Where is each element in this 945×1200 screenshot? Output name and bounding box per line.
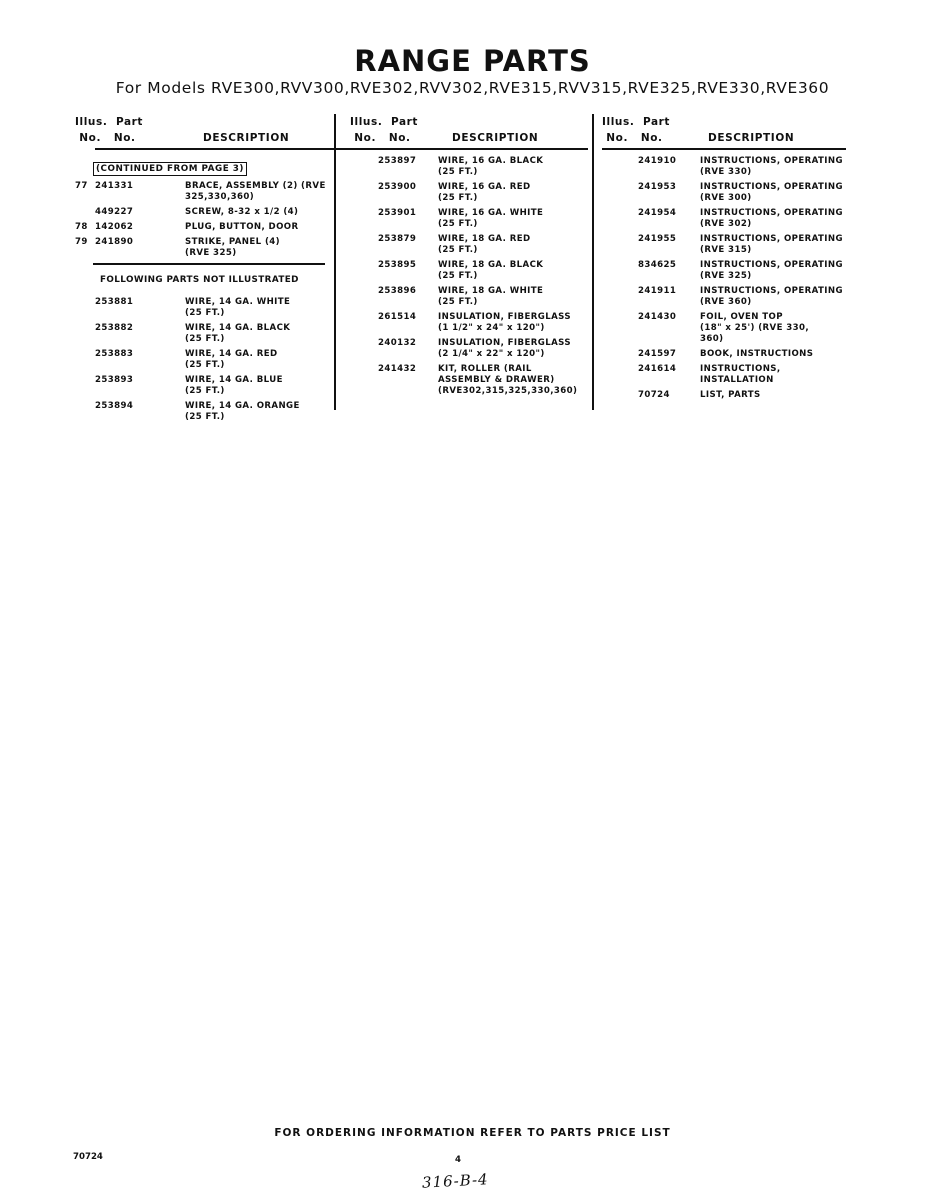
part-row xyxy=(75,222,340,233)
header-no-no: No. No. xyxy=(606,132,663,144)
part-number: 253879 xyxy=(378,234,417,244)
part-description: BOOK, INSTRUCTIONS xyxy=(700,349,814,359)
part-description: WIRE, 16 GA. RED (25 FT.) xyxy=(438,182,531,203)
part-number: 261514 xyxy=(378,312,417,322)
handwritten-note: 316-B-4 xyxy=(421,1170,490,1192)
header-illus-part: Illus. Part xyxy=(350,116,419,128)
part-row xyxy=(75,323,340,345)
part-number: 241955 xyxy=(638,234,677,244)
part-number: 241890 xyxy=(95,237,134,247)
header-rule xyxy=(95,148,350,150)
part-number: 253894 xyxy=(95,400,134,411)
part-row xyxy=(75,297,340,319)
part-row xyxy=(75,181,340,203)
part-description: WIRE, 14 GA. RED (25 FT.) xyxy=(185,348,278,370)
part-number: 241910 xyxy=(638,156,677,166)
part-description: FOIL, OVEN TOP (18" x 25') (RVE 330, 360) xyxy=(700,312,810,344)
document-number: 70724 xyxy=(73,1152,103,1162)
part-description: WIRE, 14 GA. ORANGE (25 FT.) xyxy=(185,400,300,422)
parts-column-3 xyxy=(602,114,862,405)
part-description: INSULATION, FIBERGLASS (2 1/4" x 22" x 120") xyxy=(438,338,571,359)
part-row xyxy=(350,338,594,360)
not-illustrated-heading: FOLLOWING PARTS NOT ILLUSTRATED xyxy=(100,274,299,285)
part-row xyxy=(350,364,594,397)
part-row xyxy=(602,312,862,345)
page-title: RANGE PARTS xyxy=(354,44,591,78)
part-number: 253881 xyxy=(95,296,134,307)
part-row xyxy=(75,375,340,397)
part-row xyxy=(350,312,594,334)
part-number: 241432 xyxy=(378,364,417,374)
part-number: 240132 xyxy=(378,338,417,348)
part-number: 241954 xyxy=(638,208,677,218)
part-row xyxy=(75,401,340,423)
part-number: 253900 xyxy=(378,182,417,192)
models-subtitle: For Models RVE300,RVV300,RVE302,RVV302,RVE315,RVV315,RVE325,RVE330,RVE360 xyxy=(115,79,830,97)
part-row xyxy=(350,286,594,308)
ordering-note: FOR ORDERING INFORMATION REFER TO PARTS PRICE LIST xyxy=(274,1127,671,1139)
section-rule xyxy=(93,263,325,265)
illus-number: 78 xyxy=(75,222,88,232)
illus-number: 79 xyxy=(75,237,88,247)
part-description: SCREW, 8-32 x 1/2 (4) xyxy=(185,207,299,217)
part-row xyxy=(602,260,862,282)
part-number: 70724 xyxy=(638,390,670,400)
part-number: 253896 xyxy=(378,286,417,296)
part-description: WIRE, 18 GA. BLACK (25 FT.) xyxy=(438,260,544,281)
part-row xyxy=(602,390,862,401)
part-row xyxy=(75,237,340,259)
column-header xyxy=(602,114,862,150)
parts-rows xyxy=(75,150,340,423)
part-number: 253895 xyxy=(378,260,417,270)
part-description: WIRE, 14 GA. BLUE (25 FT.) xyxy=(185,374,283,396)
header-rule xyxy=(350,148,588,150)
part-number: 241614 xyxy=(638,364,677,374)
part-number: 253882 xyxy=(95,322,134,333)
part-description: STRIKE, PANEL (4) (RVE 325) xyxy=(185,237,280,258)
part-description: KIT, ROLLER (RAIL ASSEMBLY & DRAWER) (RVE302,315,325,330,360) xyxy=(438,364,578,396)
part-row xyxy=(602,286,862,308)
part-row xyxy=(350,156,594,178)
part-description: LIST, PARTS xyxy=(700,390,761,400)
part-description: INSTRUCTIONS, OPERATING (RVE 302) xyxy=(700,208,843,229)
part-description: WIRE, 14 GA. BLACK (25 FT.) xyxy=(185,322,291,344)
part-number: 449227 xyxy=(95,207,134,217)
header-illus-part: Illus. Part xyxy=(75,116,144,128)
part-number: 241430 xyxy=(638,312,677,322)
part-row xyxy=(602,364,862,386)
part-row xyxy=(75,349,340,371)
part-row xyxy=(350,182,594,204)
part-row xyxy=(602,349,862,360)
part-number: 253897 xyxy=(378,156,417,166)
part-number: 241953 xyxy=(638,182,677,192)
header-description: DESCRIPTION xyxy=(203,132,290,144)
part-number: 253893 xyxy=(95,374,134,385)
part-row xyxy=(350,260,594,282)
part-description: INSTRUCTIONS, INSTALLATION xyxy=(700,364,781,385)
part-description: WIRE, 16 GA. BLACK (25 FT.) xyxy=(438,156,544,177)
part-row xyxy=(602,182,862,204)
part-number: 241597 xyxy=(638,349,677,359)
header-no-no: No. No. xyxy=(354,132,411,144)
part-row xyxy=(602,156,862,178)
column-divider xyxy=(334,114,336,410)
part-description: PLUG, BUTTON, DOOR xyxy=(185,222,299,232)
part-description: WIRE, 16 GA. WHITE (25 FT.) xyxy=(438,208,544,229)
column-divider xyxy=(592,114,594,410)
part-description: WIRE, 18 GA. WHITE (25 FT.) xyxy=(438,286,544,307)
header-description: DESCRIPTION xyxy=(708,132,795,144)
page-number: 4 xyxy=(455,1155,461,1165)
parts-rows xyxy=(602,150,862,401)
column-header xyxy=(350,114,594,150)
parts-column-1 xyxy=(75,114,340,427)
part-description: INSTRUCTIONS, OPERATING (RVE 330) xyxy=(700,156,843,177)
part-number: 253883 xyxy=(95,348,134,359)
part-description: WIRE, 18 GA. RED (25 FT.) xyxy=(438,234,531,255)
header-illus-part: Illus. Part xyxy=(602,116,671,128)
part-number: 241911 xyxy=(638,286,677,296)
part-number: 253901 xyxy=(378,208,417,218)
part-number: 241331 xyxy=(95,181,134,191)
part-number: 834625 xyxy=(638,260,677,270)
column-header xyxy=(75,114,340,150)
part-row xyxy=(350,208,594,230)
part-row xyxy=(350,234,594,256)
illus-number: 77 xyxy=(75,181,88,191)
parts-rows xyxy=(350,150,594,397)
part-row xyxy=(602,234,862,256)
part-description: INSTRUCTIONS, OPERATING (RVE 325) xyxy=(700,260,843,281)
parts-column-2 xyxy=(350,114,594,401)
header-no-no: No. No. xyxy=(79,132,136,144)
header-rule xyxy=(602,148,846,150)
part-description: INSTRUCTIONS, OPERATING (RVE 300) xyxy=(700,182,843,203)
part-row xyxy=(75,207,340,218)
part-description: INSTRUCTIONS, OPERATING (RVE 360) xyxy=(700,286,843,307)
part-description: INSULATION, FIBERGLASS (1 1/2" x 24" x 120") xyxy=(438,312,571,333)
part-description: INSTRUCTIONS, OPERATING (RVE 315) xyxy=(700,234,843,255)
part-row xyxy=(602,208,862,230)
part-number: 142062 xyxy=(95,222,134,232)
header-description: DESCRIPTION xyxy=(452,132,539,144)
part-description: WIRE, 14 GA. WHITE (25 FT.) xyxy=(185,296,291,318)
continued-note: (CONTINUED FROM PAGE 3) xyxy=(93,162,247,176)
part-description: BRACE, ASSEMBLY (2) (RVE 325,330,360) xyxy=(185,181,326,202)
